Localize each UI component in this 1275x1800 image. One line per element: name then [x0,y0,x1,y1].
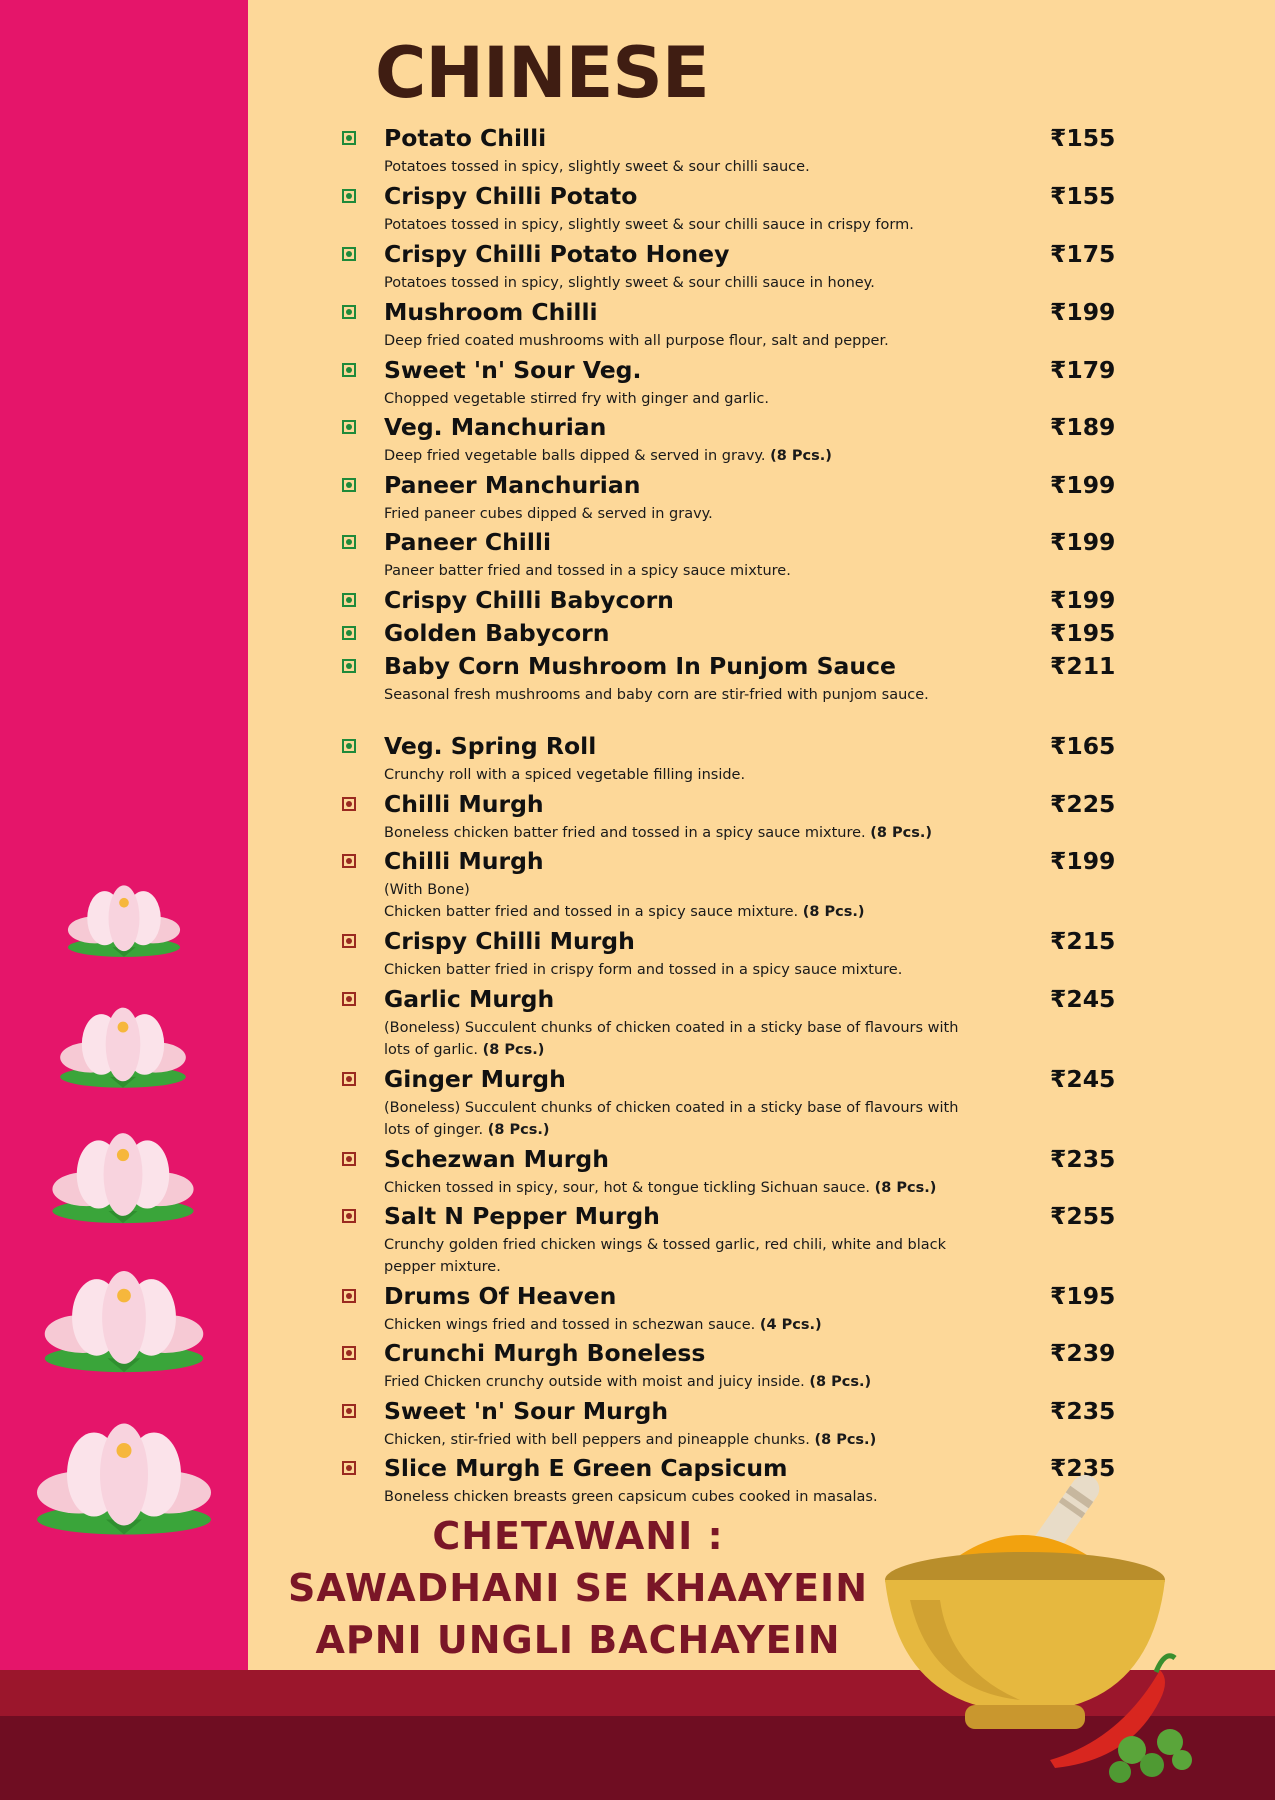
item-piece-count: (8 Pcs.) [814,1432,877,1448]
nonveg-indicator-icon [342,1461,356,1475]
item-price: ₹245 [1050,1065,1116,1093]
item-description-text: Paneer batter fried and tossed in a spicy sauce mixture. [384,563,791,579]
item-name: Potato Chilli [384,124,547,152]
item-description-text-2: Chicken batter fried and tossed in a spicy sauce mixture. [384,904,799,920]
item-name: Ginger Murgh [384,1065,566,1093]
item-name: Paneer Chilli [384,528,552,556]
item-description [384,330,964,352]
item-price: ₹165 [1050,732,1116,760]
item-description [384,1371,964,1393]
veg-indicator-icon [342,305,356,319]
item-description-text: Potatoes tossed in spicy, slightly sweet & sour chilli sauce in crispy form. [384,217,914,233]
item-name: Crunchi Murgh Boneless [384,1339,706,1367]
nonveg-indicator-icon [342,1072,356,1086]
item-price: ₹235 [1050,1145,1116,1173]
item-description-text: Chopped vegetable stirred fry with ginger and garlic. [384,391,769,407]
nonveg-indicator-icon [342,934,356,948]
nonveg-indicator-icon [342,1209,356,1223]
item-description [384,1234,964,1278]
item-description [384,388,964,410]
item-price: ₹155 [1050,124,1116,152]
warning-line-3: APNI UNGLI BACHAYEIN [315,1618,841,1662]
veg-indicator-icon [342,189,356,203]
nonveg-indicator-icon [342,1346,356,1360]
item-name: Sweet 'n' Sour Veg. [384,356,642,384]
item-price: ₹199 [1050,528,1116,556]
item-description-text: Crunchy roll with a spiced vegetable filling inside. [384,767,746,783]
item-name: Schezwan Murgh [384,1145,609,1173]
veg-indicator-icon [342,247,356,261]
item-piece-count: (8 Pcs.) [487,1122,550,1138]
item-name: Veg. Manchurian [384,413,607,441]
item-name: Chilli Murgh [384,847,544,875]
veg-indicator-icon [342,739,356,753]
item-price: ₹255 [1050,1202,1116,1230]
veg-indicator-icon [342,420,356,434]
item-description-text: Chicken batter fried in crispy form and tossed in a spicy sauce mixture. [384,962,903,978]
item-name: Crispy Chilli Babycorn [384,586,674,614]
veg-indicator-icon [342,626,356,640]
item-price: ₹215 [1050,927,1116,955]
item-piece-count: (8 Pcs.) [802,904,865,920]
item-description [384,1017,964,1061]
lotus-flower-icon [58,1000,188,1104]
item-description-text: Fried Chicken crunchy outside with moist and juicy inside. [384,1374,805,1390]
item-piece-count: (4 Pcs.) [759,1317,822,1333]
item-piece-count: (8 Pcs.) [809,1374,872,1390]
item-name: Paneer Manchurian [384,471,641,499]
item-price: ₹179 [1050,356,1116,384]
item-description [384,1097,964,1141]
item-name: Garlic Murgh [384,985,555,1013]
mortar-pestle-icon [870,1450,1230,1790]
nonveg-indicator-icon [342,992,356,1006]
item-description-text: Chicken, stir-fried with bell peppers and pineapple chunks. [384,1432,810,1448]
item-name: Sweet 'n' Sour Murgh [384,1397,669,1425]
item-piece-count: (8 Pcs.) [870,825,932,841]
item-description [384,959,964,981]
item-description [384,445,964,467]
item-name: Chilli Murgh [384,790,544,818]
item-description-text: Seasonal fresh mushrooms and baby corn are stir-fried with punjom sauce. [384,687,929,703]
veg-indicator-icon [342,363,356,377]
item-price: ₹175 [1050,240,1116,268]
item-piece-count: (8 Pcs.) [770,448,832,464]
item-name: Drums Of Heaven [384,1282,617,1310]
item-description-text: Potatoes tossed in spicy, slightly sweet & sour chilli sauce in honey. [384,275,875,291]
item-description [384,156,964,178]
item-description-text: Boneless chicken batter fried and tossed in a spicy sauce mixture. [384,825,866,841]
item-description-text: Chicken tossed in spicy, sour, hot & tongue tickling Sichuan sauce. [384,1180,870,1196]
nonveg-indicator-icon [342,1404,356,1418]
warning-line-1: CHETAWANI : [432,1514,724,1558]
lotus-flower-icon [42,1262,206,1392]
item-description-text: Potatoes tossed in spicy, slightly sweet & sour chilli sauce. [384,159,810,175]
item-price: ₹195 [1050,1282,1116,1310]
item-name: Crispy Chilli Murgh [384,927,635,955]
item-name: Golden Babycorn [384,619,610,647]
item-description [384,822,964,844]
item-piece-count: (8 Pcs.) [482,1042,545,1058]
item-price: ₹235 [1050,1397,1116,1425]
veg-indicator-icon [342,535,356,549]
item-name: Crispy Chilli Potato Honey [384,240,730,268]
item-description-text: Deep fried coated mushrooms with all purpose flour, salt and pepper. [384,333,889,349]
veg-indicator-icon [342,593,356,607]
item-piece-count: (8 Pcs.) [874,1180,937,1196]
item-name: Crispy Chilli Potato [384,182,638,210]
item-price: ₹245 [1050,985,1116,1013]
nonveg-indicator-icon [342,854,356,868]
item-description [384,560,964,582]
item-description-text: (Boneless) Succulent chunks of chicken coated in a sticky base of flavours with lots of garlic. [384,1020,959,1058]
item-price: ₹199 [1050,586,1116,614]
lotus-flower-icon [66,880,182,970]
item-description [384,214,964,236]
item-name: Salt N Pepper Murgh [384,1202,660,1230]
nonveg-indicator-icon [342,1152,356,1166]
lotus-flower-icon [34,1410,214,1560]
item-description-text: Deep fried vegetable balls dipped & served in gravy. [384,448,766,464]
nonveg-indicator-icon [342,797,356,811]
item-name: Mushroom Chilli [384,298,598,326]
item-description-text: (With Bone) [384,882,470,898]
item-price: ₹211 [1050,652,1116,680]
item-description-text: Boneless chicken breasts green capsicum cubes cooked in masalas. [384,1489,878,1505]
item-price: ₹239 [1050,1339,1116,1367]
item-description [384,1429,964,1451]
item-price: ₹199 [1050,847,1116,875]
item-description [384,764,964,786]
item-description [384,503,964,525]
item-price: ₹199 [1050,471,1116,499]
item-description [384,272,964,294]
page-title: CHINESE [375,32,709,114]
item-description-text: (Boneless) Succulent chunks of chicken coated in a sticky base of flavours with lots of ginger. [384,1100,959,1138]
item-name: Baby Corn Mushroom In Punjom Sauce [384,652,896,680]
item-price: ₹199 [1050,298,1116,326]
warning-line-2: SAWADHANI SE KHAAYEIN [287,1566,868,1610]
item-price: ₹195 [1050,619,1116,647]
warning-message [268,1510,888,1666]
veg-indicator-icon [342,131,356,145]
veg-indicator-icon [342,478,356,492]
item-description [384,684,964,706]
item-description [384,879,964,923]
item-description-text: Fried paneer cubes dipped & served in gravy. [384,506,713,522]
item-description-text: Chicken wings fried and tossed in schezwan sauce. [384,1317,756,1333]
item-price: ₹189 [1050,413,1116,441]
item-name: Slice Murgh E Green Capsicum [384,1454,788,1482]
item-name: Veg. Spring Roll [384,732,597,760]
item-description [384,1177,964,1199]
item-price: ₹155 [1050,182,1116,210]
item-price: ₹235 [1050,1454,1116,1482]
veg-indicator-icon [342,659,356,673]
item-description [384,1314,964,1336]
item-description-text: Crunchy golden fried chicken wings & tossed garlic, red chili, white and black pepper mixture. [384,1237,947,1275]
item-price: ₹225 [1050,790,1116,818]
lotus-flower-icon [50,1125,196,1241]
nonveg-indicator-icon [342,1289,356,1303]
